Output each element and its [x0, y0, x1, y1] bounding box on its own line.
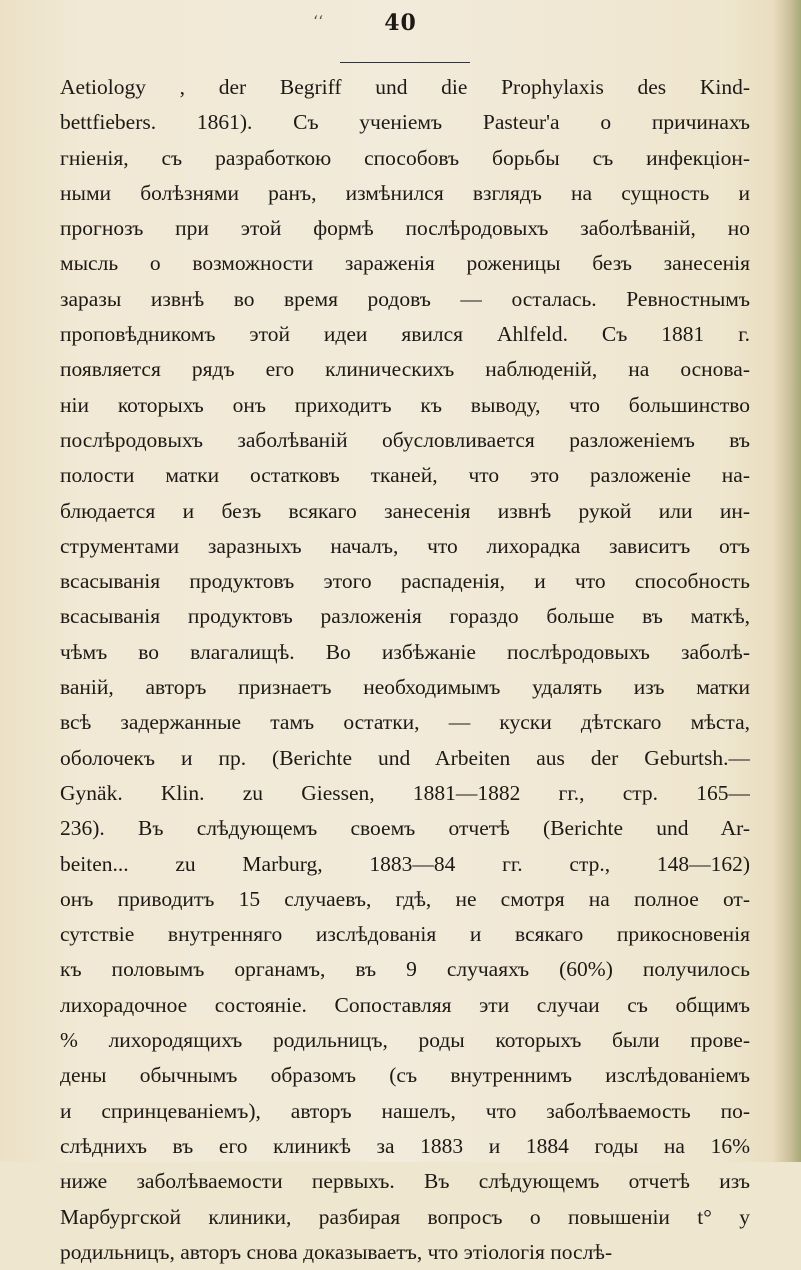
text-line: % лихородящихъ родильницъ, роды которыхъ были прове-: [60, 1028, 750, 1053]
text-line: прогнозъ при этой формѣ послѣродовыхъ заболѣваній, но: [60, 216, 750, 241]
text-line: сутствіе внутренняго изслѣдованія и всякаго прикосновенія: [60, 922, 750, 947]
text-line: Aetiology , der Begriff und die Prophylaxis des Kind-: [60, 75, 750, 99]
page-edge-shadow: [773, 0, 801, 1162]
text-line: блюдается и безъ всякаго занесенія извнѣ рукой или ин-: [60, 498, 750, 523]
body-text: [60, 70, 750, 1270]
margin-mark: ‘‘: [313, 12, 324, 31]
text-line: слѣднихъ въ его клиникѣ за 1883 и 1884 годы на 16%: [60, 1133, 750, 1158]
text-line: полости матки остатковъ тканей, что это разложеніе на-: [60, 463, 750, 488]
text-line: струментами заразныхъ началъ, что лихорадка зависитъ отъ: [60, 533, 750, 558]
text-line: Gynäk. Klin. zu Giessen, 1881—1882 гг., стр. 165—: [60, 780, 750, 805]
text-line: и спринцеваніемъ), авторъ нашелъ, что заболѣваемость по-: [60, 1098, 750, 1123]
header-rule: [340, 62, 470, 63]
text-line: послѣродовыхъ заболѣваній обусловливается разложеніемъ въ: [60, 427, 750, 452]
text-line: къ половымъ органамъ, въ 9 случаяхъ (60%) получилось: [60, 957, 750, 982]
text-line: онъ приводитъ 15 случаевъ, гдѣ, не смотря на полное от-: [60, 886, 750, 911]
text-line: Марбургской клиники, разбирая вопросъ о повышеніи t° у: [60, 1204, 750, 1229]
text-line: гніенія, съ разработкою способовъ борьбы съ инфекціон-: [60, 145, 750, 170]
text-line: появляется рядъ его клиническихъ наблюденій, на основа-: [60, 357, 750, 382]
page-number: 40: [384, 10, 417, 36]
text-line: родильницъ, авторъ снова доказываетъ, что этіологія послѣ-: [60, 1239, 613, 1264]
text-line: всасыванія продуктовъ разложенія гораздо больше въ маткѣ,: [60, 604, 750, 629]
text-line: чѣмъ во влагалищѣ. Во избѣжаніе послѣродовыхъ заболѣ-: [60, 639, 750, 664]
text-line: 236). Въ слѣдующемъ своемъ отчетѣ (Berichte und Ar-: [60, 816, 750, 841]
text-line: beiten... zu Marburg, 1883—84 гг. стр., 148—162): [60, 851, 750, 876]
text-line: ниже заболѣваемости первыхъ. Въ слѣдующемъ отчетѣ изъ: [60, 1169, 750, 1194]
text-line: всѣ задержанные тамъ остатки, — куски дѣтскаго мѣста,: [60, 710, 750, 735]
text-line: лихорадочное состояніе. Сопоставляя эти случаи съ общимъ: [60, 992, 750, 1017]
text-line: ваній, авторъ признаетъ необходимымъ удалять изъ матки: [60, 675, 750, 700]
text-line: мысль о возможности зараженія роженицы безъ занесенія: [60, 251, 750, 276]
text-line: оболочекъ и пр. (Berichte und Arbeiten aus der Geburtsh.—: [60, 745, 750, 770]
text-line: bettfiebers. 1861). Съ ученіемъ Pasteur'a о причинахъ: [60, 110, 750, 135]
text-line: ными болѣзнями ранъ, измѣнился взглядъ на сущность и: [60, 180, 750, 205]
text-line: всасыванія продуктовъ этого распаденія, и что способность: [60, 569, 750, 594]
text-line: ніи которыхъ онъ приходитъ къ выводу, что большинство: [60, 392, 750, 417]
text-line: заразы извнѣ во время родовъ — осталась. Ревностнымъ: [60, 286, 750, 311]
text-line: дены обычнымъ образомъ (съ внутреннимъ изслѣдованіемъ: [60, 1063, 750, 1088]
text-line: проповѣдникомъ этой идеи явился Ahlfeld. Съ 1881 г.: [60, 322, 750, 347]
